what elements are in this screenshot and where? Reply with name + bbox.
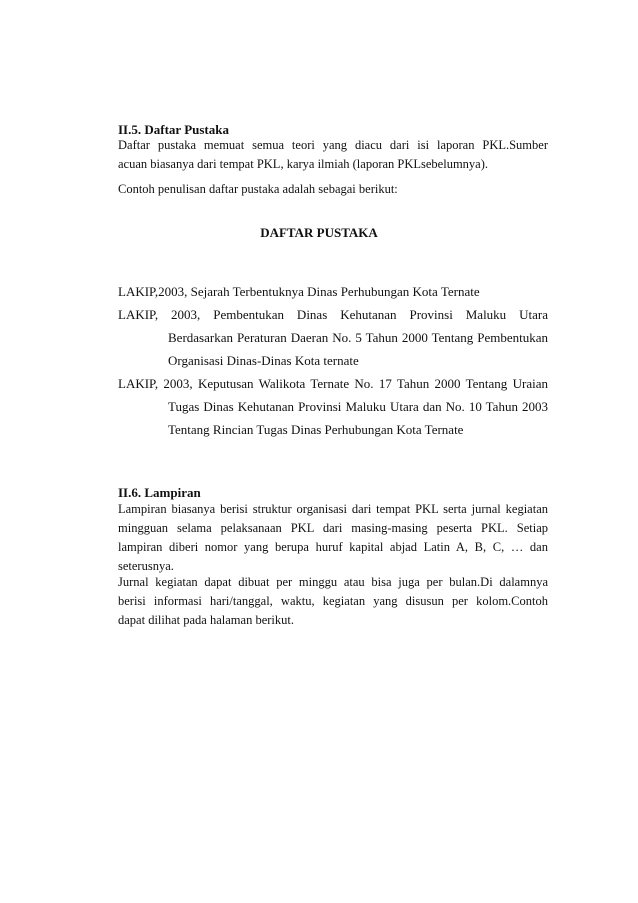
reference-entry-3-line-1: LAKIP, 2003, Keputusan Walikota Ternate No. 17 Tahun 2000 Tentang Uraian	[118, 376, 548, 391]
text-line: dapat dilihat pada halaman berikut.	[118, 613, 294, 627]
paragraph-lampiran	[118, 500, 548, 576]
paragraph-daftar-pustaka-intro	[118, 136, 548, 174]
paragraph-contoh-penulisan: Contoh penulisan daftar pustaka adalah sebagai berikut:	[118, 182, 398, 196]
paragraph-jurnal-kegiatan	[118, 573, 548, 630]
section-heading-lampiran: II.6. Lampiran	[118, 485, 201, 500]
text-line: Jurnal kegiatan dapat dibuat per minggu atau bisa juga per bulan.Di dalamnya	[118, 575, 548, 589]
reference-entry-2-line-2: Berdasarkan Peraturan Daeran No. 5 Tahun 2000 Tentang Pembentukan	[168, 330, 548, 345]
reference-entry-3-line-2: Tugas Dinas Kehutanan Provinsi Maluku Utara dan No. 10 Tahun 2003	[168, 399, 548, 414]
text-line: lampiran diberi nomor yang berupa huruf kapital abjad Latin A, B, C, … dan	[118, 540, 548, 554]
bibliography-title: DAFTAR PUSTAKA	[260, 225, 378, 240]
reference-entry-1: LAKIP,2003, Sejarah Terbentuknya Dinas Perhubungan Kota Ternate	[118, 284, 480, 299]
reference-entry-2-line-1: LAKIP, 2003, Pembentukan Dinas Kehutanan Provinsi Maluku Utara	[118, 307, 548, 322]
reference-entry-3-line-3: Tentang Rincian Tugas Dinas Perhubungan Kota Ternate	[168, 422, 464, 437]
text-line: Lampiran biasanya berisi struktur organisasi dari tempat PKL serta jurnal kegiatan	[118, 502, 548, 516]
bibliography-list	[118, 280, 548, 441]
text-line: mingguan selama pelaksanaan PKL dari masing-masing peserta PKL. Setiap	[118, 521, 548, 535]
reference-entry-2-line-3: Organisasi Dinas-Dinas Kota ternate	[168, 353, 359, 368]
text-line: Daftar pustaka memuat semua teori yang diacu dari isi laporan PKL.Sumber	[118, 138, 548, 152]
text-line: seterusnya.	[118, 559, 174, 573]
text-line: acuan biasanya dari tempat PKL, karya ilmiah (laporan PKLsebelumnya).	[118, 157, 489, 171]
text-line: berisi informasi hari/tanggal, waktu, kegiatan yang disusun per kolom.Contoh	[118, 594, 548, 608]
section-heading-daftar-pustaka: II.5. Daftar Pustaka	[118, 122, 229, 137]
